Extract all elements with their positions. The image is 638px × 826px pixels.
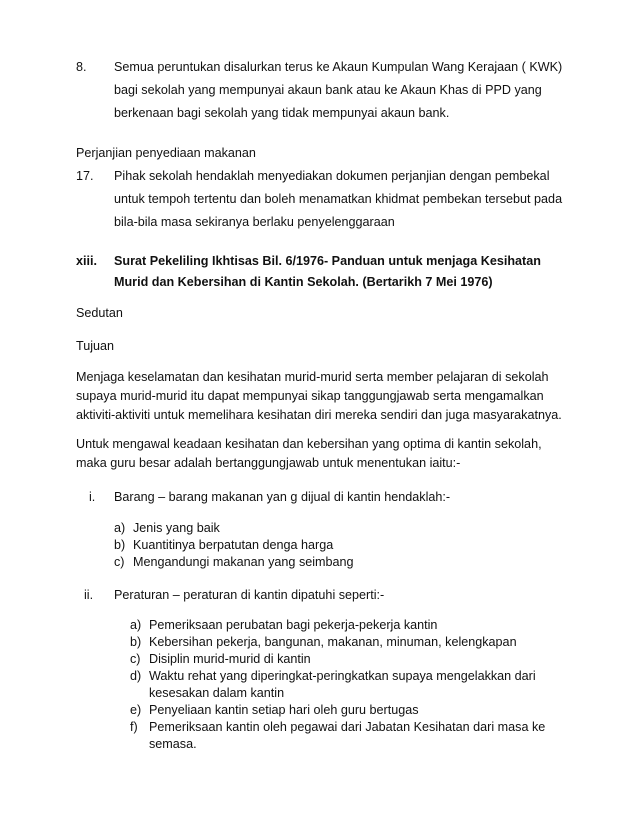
list-ii-letter: a) [130,618,142,632]
list-i-item: Kuantitinya berpatutan denga harga [133,538,334,552]
list-i-letter: b) [114,538,126,552]
paragraph-tujuan-line: supaya murid-murid itu dapat mempunyai sikap tanggungjawab serta mengamalkan [76,389,544,403]
roman-ii-text: Peraturan – peraturan di kantin dipatuhi seperti:- [114,588,385,602]
section-xiii-title: Murid dan Kebersihan di Kantin Sekolah. (Bertarikh 7 Mei 1976) [114,275,493,289]
section-xiii-number: xiii. [76,254,97,268]
item-17-line: bila-bila masa sekiranya berlaku penyelenggaraan [114,215,395,229]
list-i-item: Mengandungi makanan yang seimbang [133,555,354,569]
list-ii-item: Waktu rehat yang diperingkat-peringkatkan supaya mengelakkan dari [149,669,536,683]
item-8-line: bagi sekolah yang mempunyai akaun bank atau ke Akaun Khas di PPD yang [114,83,542,97]
paragraph-tujuan-line: Menjaga keselamatan dan kesihatan murid-murid serta member pelajaran di sekolah [76,370,549,384]
list-i-letter: a) [114,521,126,535]
paragraph-tujuan-line: aktiviti-aktiviti untuk memelihara kesihatan diri mereka sendiri dan juga masyarakatnya. [76,408,562,422]
list-ii-item: Penyeliaan kantin setiap hari oleh guru bertugas [149,703,419,717]
list-ii-letter: f) [130,720,138,734]
paragraph-kawal-line: maka guru besar adalah bertanggungjawab untuk menentukan iaitu:- [76,456,461,470]
roman-i-number: i. [89,490,96,504]
item-8-line: Semua peruntukan disalurkan terus ke Akaun Kumpulan Wang Kerajaan ( KWK) [114,60,563,74]
list-ii-item-continued: semasa. [149,737,197,751]
tujuan-label: Tujuan [76,339,115,353]
roman-i-text: Barang – barang makanan yan g dijual di kantin hendaklah:- [114,490,451,504]
sedutan-label: Sedutan [76,306,123,320]
item-17-number: 17. [76,169,94,183]
list-ii-letter: c) [130,652,141,666]
list-ii-item-continued: kesesakan dalam kantin [149,686,285,700]
item-8-line: berkenaan bagi sekolah yang tidak mempunyai akaun bank. [114,106,450,120]
paragraph-kawal-line: Untuk mengawal keadaan kesihatan dan kebersihan yang optima di kantin sekolah, [76,437,542,451]
item-17-line: Pihak sekolah hendaklah menyediakan dokumen perjanjian dengan pembekal [114,169,550,183]
list-ii-item: Disiplin murid-murid di kantin [149,652,311,666]
section-xiii-title: Surat Pekeliling Ikhtisas Bil. 6/1976- Panduan untuk menjaga Kesihatan [114,254,541,268]
list-ii-item: Pemeriksaan kantin oleh pegawai dari Jabatan Kesihatan dari masa ke [149,720,546,734]
roman-ii-number: ii. [84,588,94,602]
list-ii-letter: b) [130,635,142,649]
perjanjian-heading: Perjanjian penyediaan makanan [76,146,256,160]
list-ii-item: Pemeriksaan perubatan bagi pekerja-pekerja kantin [149,618,438,632]
list-i-item: Jenis yang baik [133,521,220,535]
list-ii-item: Kebersihan pekerja, bangunan, makanan, minuman, kelengkapan [149,635,517,649]
item-8-number: 8. [76,60,87,74]
list-ii-letter: d) [130,669,142,683]
list-i-letter: c) [114,555,125,569]
item-17-line: untuk tempoh tertentu dan boleh menamatkan khidmat pembekan tersebut pada [114,192,563,206]
list-ii-letter: e) [130,703,142,717]
